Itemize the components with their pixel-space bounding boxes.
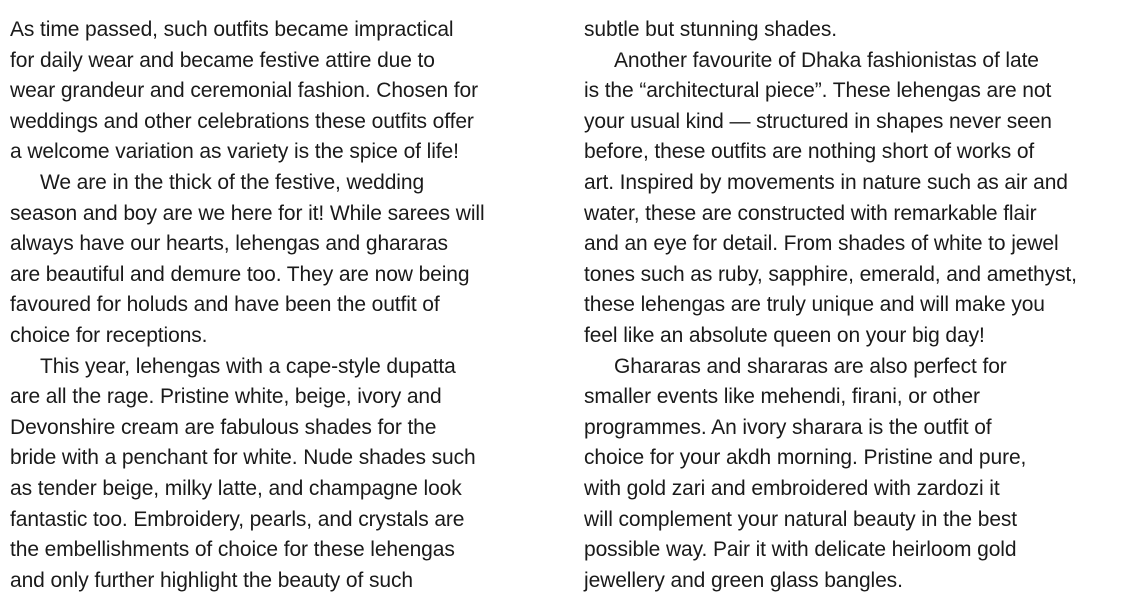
text-line: these lehengas are truly unique and will make you bbox=[584, 293, 1045, 317]
text-line: tones such as ruby, sapphire, emerald, and amethyst, bbox=[584, 262, 1077, 286]
text-line: always have our hearts, lehengas and ghararas bbox=[10, 232, 448, 256]
text-line: as tender beige, milky latte, and champagne look bbox=[10, 476, 462, 500]
text-line: programmes. An ivory sharara is the outfit of bbox=[584, 415, 992, 439]
text-line: wear grandeur and ceremonial fashion. Chosen for bbox=[10, 79, 478, 103]
text-line: possible way. Pair it with delicate heirloom gold bbox=[584, 538, 1017, 562]
text-line: and only further highlight the beauty of such bbox=[10, 568, 413, 592]
text-line: jewellery and green glass bangles. bbox=[584, 568, 903, 592]
text-line: weddings and other celebrations these outfits offer bbox=[10, 109, 474, 133]
text-line: will complement your natural beauty in the best bbox=[584, 507, 1018, 531]
text-line: are beautiful and demure too. They are now being bbox=[10, 262, 470, 286]
text-line: are all the rage. Pristine white, beige, ivory and bbox=[10, 385, 442, 409]
text-line: choice for receptions. bbox=[10, 323, 208, 347]
text-line: water, these are constructed with remarkable flair bbox=[584, 201, 1037, 225]
text-line: This year, lehengas with a cape-style dupatta bbox=[40, 354, 456, 378]
text-line: a welcome variation as variety is the spice of life! bbox=[10, 140, 459, 164]
text-line: favoured for holuds and have been the outfit of bbox=[10, 293, 440, 317]
text-line: Ghararas and shararas are also perfect for bbox=[614, 354, 1007, 378]
text-line: before, these outfits are nothing short of works of bbox=[584, 140, 1035, 164]
article-column-left bbox=[10, 15, 550, 596]
text-line: bride with a penchant for white. Nude shades such bbox=[10, 446, 476, 470]
text-line: the embellishments of choice for these lehengas bbox=[10, 538, 455, 562]
text-line: smaller events like mehendi, firani, or other bbox=[584, 385, 980, 409]
text-line: As time passed, such outfits became impractical bbox=[10, 18, 454, 41]
text-line: choice for your akdh morning. Pristine and pure, bbox=[584, 446, 1027, 470]
text-line: with gold zari and embroidered with zardozi it bbox=[584, 476, 1000, 500]
text-line: feel like an absolute queen on your big day! bbox=[584, 323, 985, 347]
article-column-right bbox=[584, 15, 1124, 596]
text-line: fantastic too. Embroidery, pearls, and crystals are bbox=[10, 507, 465, 531]
text-line: Devonshire cream are fabulous shades for the bbox=[10, 415, 437, 439]
text-line: subtle but stunning shades. bbox=[584, 18, 837, 41]
text-line: for daily wear and became festive attire due to bbox=[10, 48, 435, 72]
text-line: is the “architectural piece”. These lehengas are not bbox=[584, 79, 1052, 103]
text-line: We are in the thick of the festive, wedding bbox=[40, 170, 425, 194]
text-line: and an eye for detail. From shades of white to jewel bbox=[584, 232, 1059, 256]
text-line: Another favourite of Dhaka fashionistas of late bbox=[614, 48, 1039, 72]
text-line: your usual kind — structured in shapes never seen bbox=[584, 109, 1052, 133]
text-line: art. Inspired by movements in nature such as air and bbox=[584, 170, 1068, 194]
text-line: season and boy are we here for it! While sarees will bbox=[10, 201, 485, 225]
